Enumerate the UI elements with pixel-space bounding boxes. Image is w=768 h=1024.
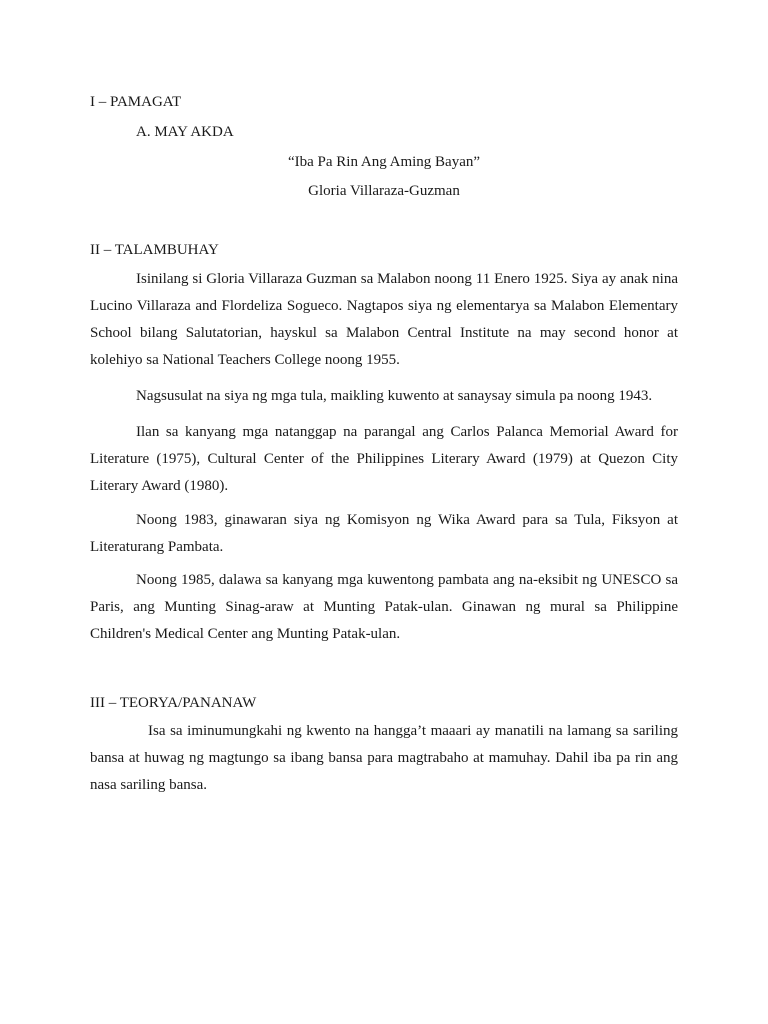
story-title: “Iba Pa Rin Ang Aming Bayan” bbox=[287, 154, 481, 170]
teorya-paragraph-1: Isa sa iminumungkahi ng kwento na hangga’t maaari ay manatili na lamang sa sariling bansa at huwag ng magtungo sa ibang bansa para magtrabaho at mamuhay. Dahil iba pa rin ang nasa sariling bansa. bbox=[90, 723, 678, 793]
section-heading-talambuhay: II – TALAMBUHAY bbox=[90, 242, 219, 258]
talambuhay-paragraph-1: Isinilang si Gloria Villaraza Guzman sa Malabon noong 11 Enero 1925. Siya ay anak nina Lucino Villaraza and Flordeliza Sogueco. Nagtapos siya ng elementarya sa Malabon Elementary School bilang Salutatorian, hayskul sa Malabon Central Institute na may second honor at kolehiyo sa National Teachers College noong 1955. bbox=[90, 271, 678, 368]
talambuhay-paragraph-2: Nagsusulat na siya ng mga tula, maikling kuwento at sanaysay simula pa noong 1943. bbox=[136, 388, 653, 404]
talambuhay-paragraph-3: Ilan sa kanyang mga natanggap na parangal ang Carlos Palanca Memorial Award for Literature (1975), Cultural Center of the Philippines Literary Award (1979) at Quezon City Literary Award (1980). bbox=[90, 424, 678, 494]
section-subheading-may-akda: A. MAY AKDA bbox=[136, 124, 234, 140]
section-heading-pamagat: I – PAMAGAT bbox=[90, 94, 182, 110]
talambuhay-paragraph-4: Noong 1983, ginawaran siya ng Komisyon ng Wika Award para sa Tula, Fiksyon at Literaturang Pambata. bbox=[90, 512, 678, 555]
section-heading-teorya: III – TEORYA/PANANAW bbox=[90, 695, 257, 711]
story-author: Gloria Villaraza-Guzman bbox=[308, 183, 460, 199]
talambuhay-paragraph-5: Noong 1985, dalawa sa kanyang mga kuwentong pambata ang na-eksibit ng UNESCO sa Paris, ang Munting Sinag-araw at Munting Patak-ulan. Ginawan ng mural sa Philippine Children's Medical Center ang Munting Patak-ulan. bbox=[90, 572, 678, 642]
